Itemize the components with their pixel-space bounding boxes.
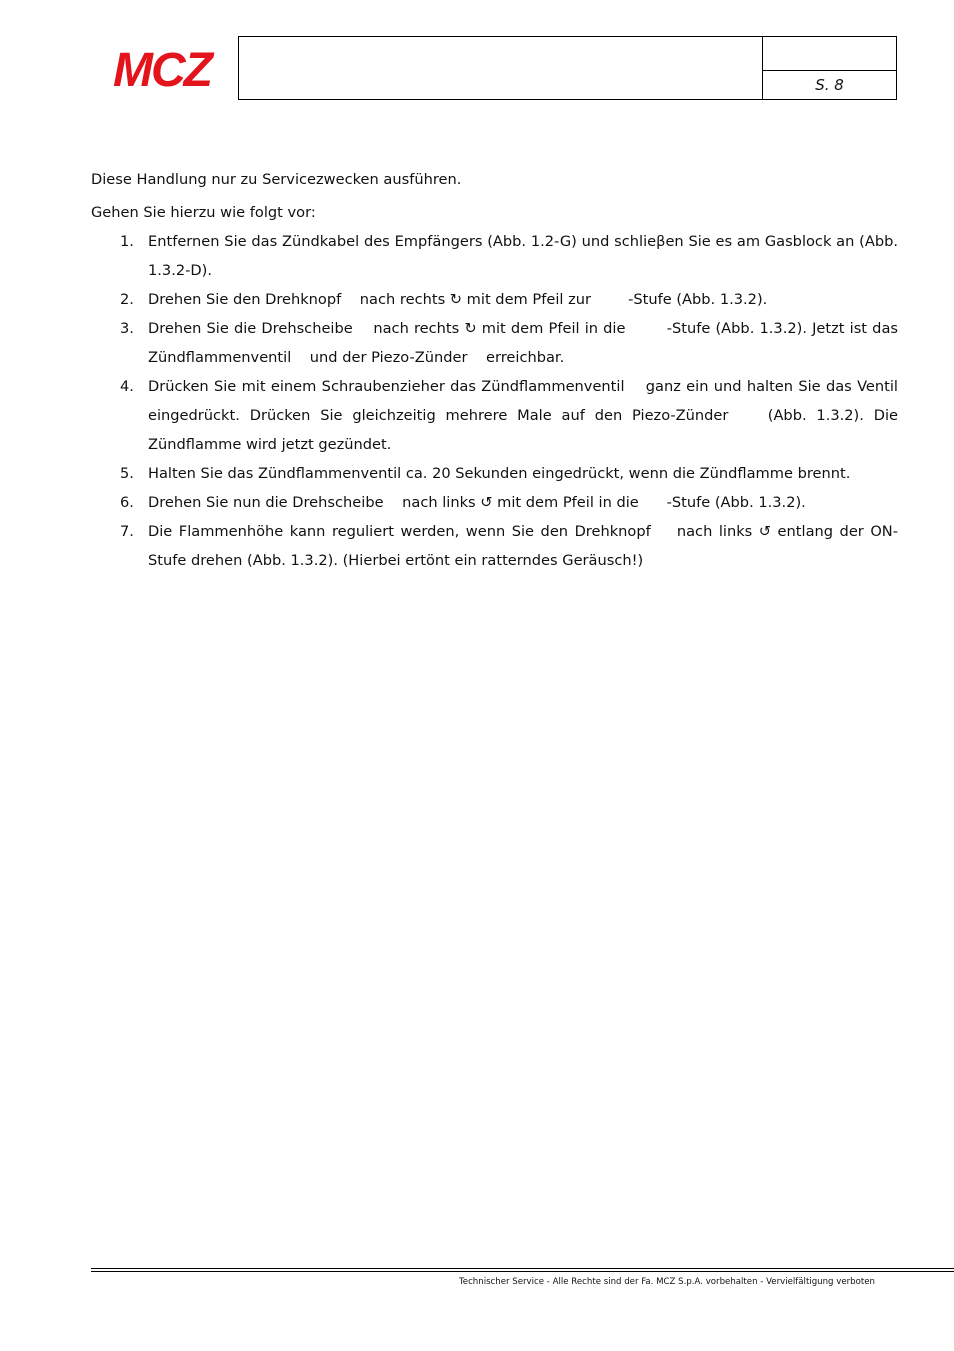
- step-text: Die Flammenhöhe kann reguliert werden, wenn Sie den Drehknopf nach links ↺ entlang der ON-Stufe drehen (Abb. 1.3.2). (Hierbei ertönt ein ratterndes Geräusch!): [148, 523, 898, 569]
- step-text: Halten Sie das Zündflammenventil ca. 20 Sekunden eingedrückt, wenn die Zündflamme brennt.: [148, 465, 851, 482]
- step-text: Entfernen Sie das Zündkabel des Empfängers (Abb. 1.2-G) und schlieβen Sie es am Gasblock an (Abb. 1.3.2-D).: [148, 233, 898, 279]
- footer-rule: [91, 1268, 954, 1269]
- step-text: Drücken Sie mit einem Schraubenzieher das Zündflammenventil ganz ein und halten Sie das Ventil eingedrückt. Drücken Sie gleichzeitig mehrere Male auf den Piezo-Zünder (Abb. 1.3.2). Die Zündflamme wird jetzt gezündet.: [148, 378, 903, 453]
- list-item: [91, 314, 903, 372]
- list-item: [91, 517, 898, 575]
- step-number: 7.: [120, 523, 134, 540]
- step-number: 3.: [120, 320, 134, 337]
- step-number: 2.: [120, 291, 134, 308]
- step-number: 5.: [120, 465, 134, 482]
- header-box: [238, 36, 897, 100]
- header-divider-horizontal: [762, 70, 896, 71]
- logo-text: MCZ: [113, 46, 211, 92]
- intro-line-2: Gehen Sie hierzu wie folgt vor:: [91, 204, 316, 221]
- step-number: 1.: [120, 233, 134, 250]
- list-item: [91, 372, 903, 459]
- mcz-logo: [92, 46, 232, 92]
- list-item: [91, 459, 898, 488]
- list-item: [91, 227, 898, 285]
- page-number: S. 8: [815, 76, 844, 94]
- step-text: Drehen Sie die Drehscheibe nach rechts ↻ mit dem Pfeil in die -Stufe (Abb. 1.3.2). Jetzt ist das Zündflammenventil und der Piezo-Zünder erreichbar.: [148, 320, 903, 366]
- intro-line-1: Diese Handlung nur zu Servicezwecken ausführen.: [91, 171, 462, 188]
- step-text: Drehen Sie nun die Drehscheibe nach links ↺ mit dem Pfeil in die -Stufe (Abb. 1.3.2).: [148, 494, 806, 511]
- list-item: [91, 488, 898, 517]
- footer-copyright: Technischer Service - Alle Rechte sind der Fa. MCZ S.p.A. vorbehalten - Vervielfältigung verboten: [459, 1277, 875, 1287]
- step-text: Drehen Sie den Drehknopf nach rechts ↻ mit dem Pfeil zur -Stufe (Abb. 1.3.2).: [148, 291, 768, 308]
- step-number: 4.: [120, 378, 134, 395]
- list-item: [91, 285, 898, 314]
- footer-rule: [91, 1271, 954, 1272]
- step-list: [91, 227, 903, 575]
- step-number: 6.: [120, 494, 134, 511]
